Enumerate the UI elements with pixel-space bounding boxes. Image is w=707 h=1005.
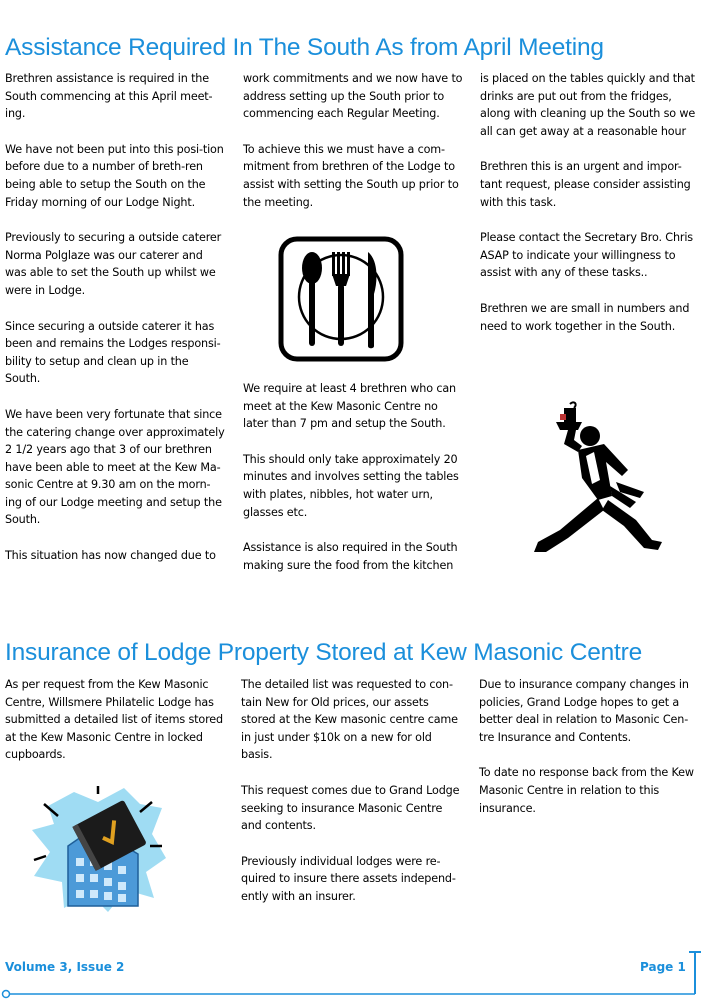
insurance-book-building-clipart [28, 786, 168, 916]
paragraph: This situation has now changed due to [5, 549, 216, 563]
paragraph: Previously individual lodges were re-quired to insure there assets independ-ently with an insurer. [241, 854, 456, 903]
paragraph: We have not been put into this posi-tion before due to a number of breth-ren being able to setup the South on the Friday morning of our Lodge Night. [5, 142, 224, 209]
paragraph: This should only take approximately 20 minutes and involves setting the tables with plates, nibbles, hot water urn, glasses etc. [243, 452, 459, 519]
footer-rule [0, 950, 707, 1005]
paragraph: We require at least 4 brethren who can meet at the Kew Masonic Centre no later than 7 pm and setup the South. [243, 382, 457, 431]
paragraph: Brethren this is an urgent and impor-tant request, please consider assisting with this task. [480, 160, 691, 209]
footer-page-number: Page 1 [640, 960, 686, 974]
section1-column-1 [5, 70, 227, 583]
paragraph: As per request from the Kew Masonic Centre, Willsmere Philatelic Lodge has submitted a detailed list of items stored at the Kew Masonic Centre in locked cupboards. [5, 678, 223, 762]
footer-volume: Volume 3, Issue 2 [5, 960, 125, 974]
paragraph: Brethren we are small in numbers and need to work together in the South. [480, 301, 690, 333]
paragraph: To achieve this we must have a com-mitment from brethren of the Lodge to assist with setting the South up prior to the meeting. [243, 142, 459, 209]
paragraph: We have been very fortunate that since the catering change over approximately 2 1/2 years ago that 3 of our brethren have been able to meet at the Kew Ma-sonic Centre at 9.30 am on the morn-ing of our Lodge meeting and setup the South. [5, 407, 225, 527]
paragraph: Since securing a outside caterer it has been and remains the Lodges responsi-bility to setup and clean up in the South. [5, 319, 221, 386]
section2-column-2 [241, 676, 463, 924]
section2-title: Insurance of Lodge Property Stored at Kew Masonic Centre [5, 639, 643, 666]
paragraph: To date no response back from the Kew Masonic Centre in relation to this insurance. [479, 766, 694, 815]
cutlery-plate-icon [278, 236, 404, 362]
paragraph: is placed on the tables quickly and that drinks are put out from the fridges, along with cleaning up the South so we all can get away at a reasonable hour [480, 72, 696, 138]
section1-column-2-top [243, 70, 465, 229]
section1-column-2-bottom [243, 380, 465, 592]
paragraph: This request comes due to Grand Lodge seeking to insurance Masonic Centre and contents. [241, 783, 460, 833]
paragraph: Due to insurance company changes in policies, Grand Lodge hopes to get a better deal in relation to Masonic Cen-tre Insurance and Contents. [479, 678, 689, 744]
paragraph: Brethren assistance is required in the South commencing at this April meet-ing. [5, 72, 213, 121]
waiter-clipart [520, 400, 670, 560]
section1-title: Assistance Required In The South As from April Meeting [5, 34, 604, 61]
paragraph: Please contact the Secretary Bro. Chris ASAP to indicate your willingness to assist with any of these tasks.. [480, 231, 693, 280]
paragraph: Assistance is also required in the South making sure the food from the kitchen [243, 541, 458, 572]
paragraph: work commitments and we now have to address setting up the South prior to commencing each Regular Meeting. [243, 72, 463, 121]
paragraph: The detailed list was requested to con-tain New for Old prices, our assets stored at the Kew masonic centre came in just under $10k on a new for old basis. [241, 678, 458, 762]
section2-column-1 [5, 676, 227, 782]
section1-column-3 [480, 70, 702, 353]
paragraph: Previously to securing a outside caterer Norma Polglaze was our caterer and was able to set the South up whilst we were in Lodge. [5, 231, 222, 297]
section2-column-3 [479, 676, 701, 835]
